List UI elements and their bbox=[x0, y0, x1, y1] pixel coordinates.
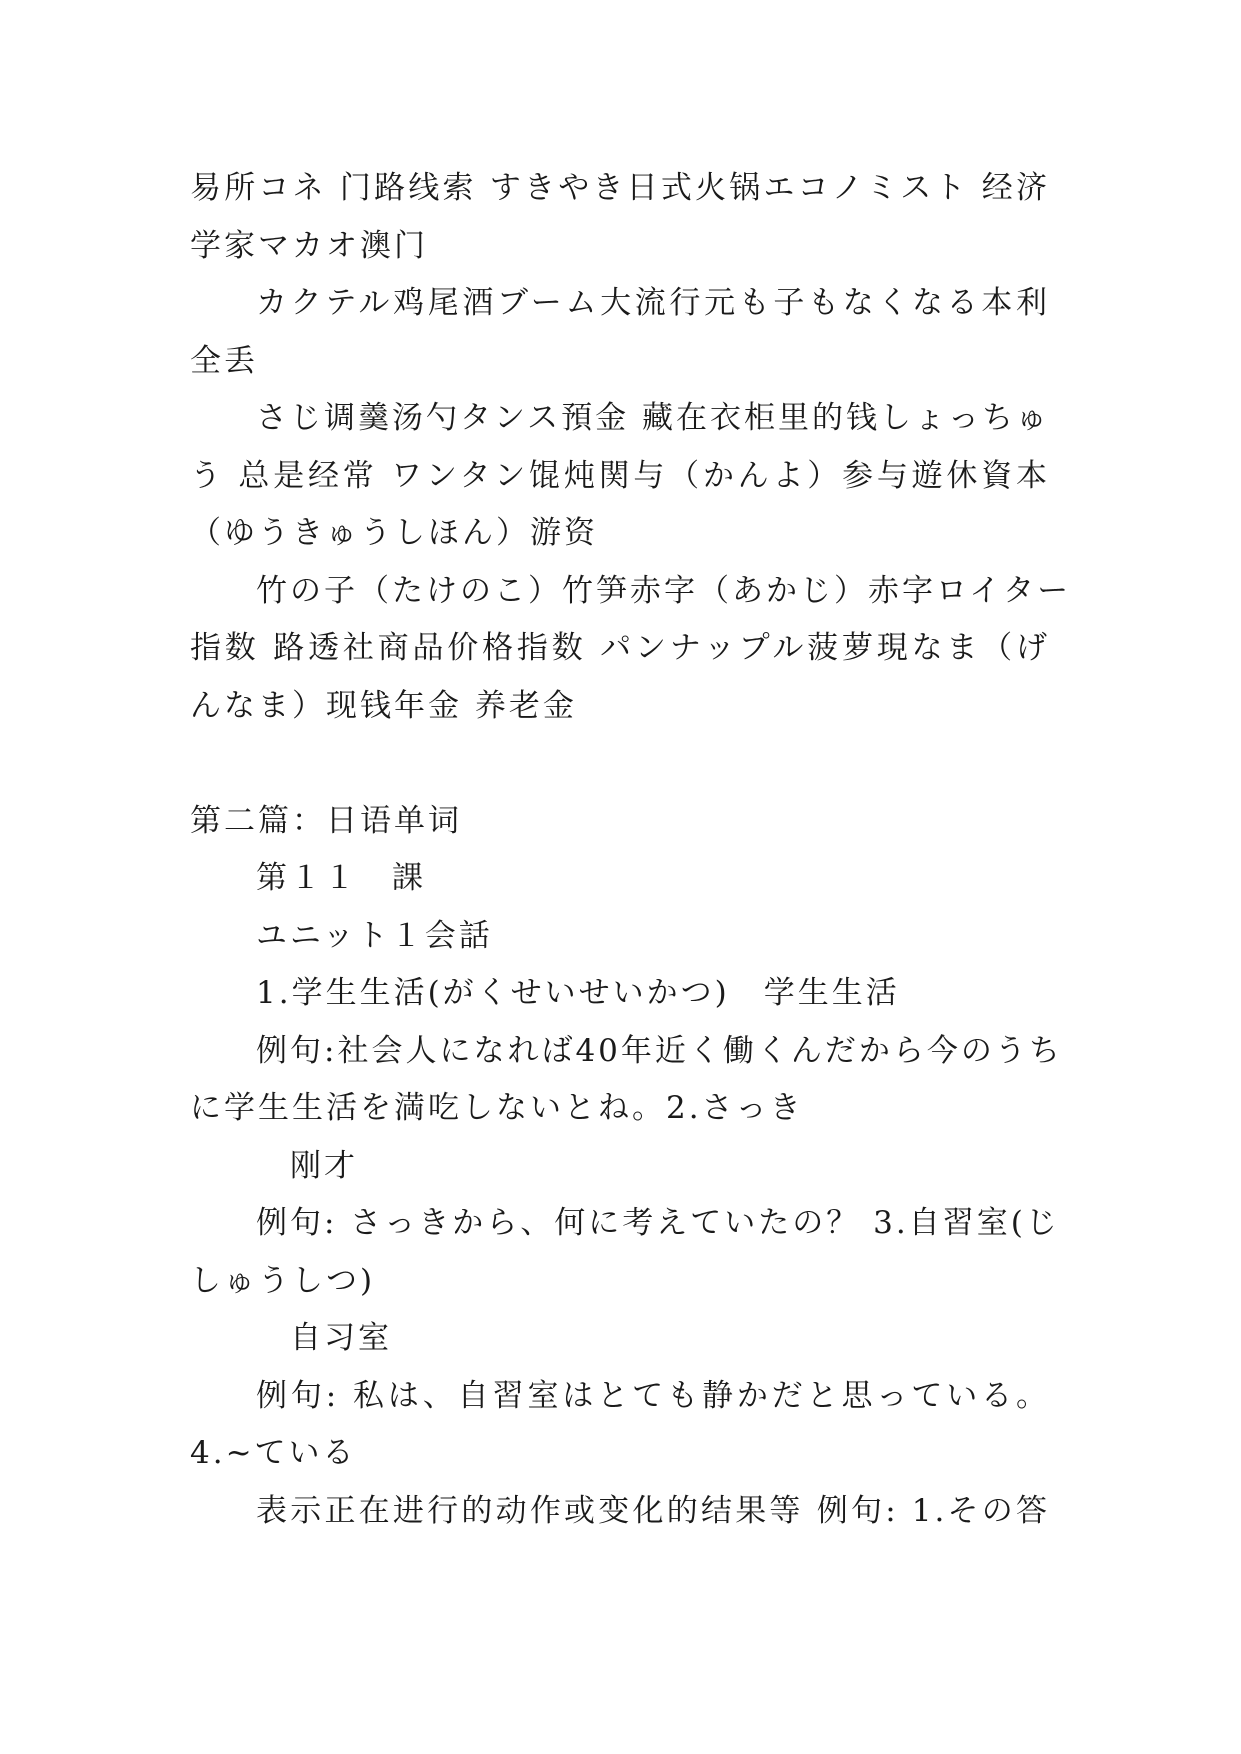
section-gap bbox=[190, 735, 1050, 793]
text-line: 学家マカオ澳门 bbox=[190, 227, 428, 264]
example-line: に学生生活を満吃しないとね。2.さっき bbox=[190, 1090, 804, 1126]
example-line: 例句: さっきから、何に考えていたの？ 3.自習室(じ bbox=[256, 1205, 1060, 1241]
vocab-meaning: 自习室 bbox=[290, 1320, 392, 1356]
text-line: 指数 路透社商品价格指数 パンナップル菠萝現なま（げ bbox=[190, 630, 1050, 666]
text-line: 竹の子（たけのこ）竹笋赤字（あかじ）赤字ロイター bbox=[256, 572, 1072, 609]
example-line: 例句: 私は、自習室はとても静かだと思っている。 bbox=[256, 1377, 1050, 1414]
document-page bbox=[190, 160, 1072, 1540]
text-line: （ゆうきゅうしほん）游资 bbox=[190, 515, 598, 551]
text-line: う 总是经常 ワンタン馄炖関与（かんよ）参与遊休資本 bbox=[190, 457, 1050, 494]
vocab-entry: 4.~ている bbox=[190, 1435, 357, 1471]
text-line: さじ调羹汤勺タンス預金 藏在衣柜里的钱しょっちゅ bbox=[256, 400, 1050, 436]
vocab-entry: 1.学生生活(がくせいせいかつ) 学生生活 bbox=[256, 975, 900, 1011]
text-line: 全丢 bbox=[190, 342, 258, 379]
example-line: 例句:社会人になれば40年近く働くんだから今のうち bbox=[256, 1032, 1063, 1069]
vocab-meaning: 刚才 bbox=[290, 1147, 358, 1184]
unit-title: ユニット１会話 bbox=[256, 917, 493, 954]
text-line: んなま）现钱年金 养老金 bbox=[190, 687, 577, 724]
example-line: しゅうしつ) bbox=[190, 1262, 376, 1299]
section-heading: 第二篇：日语单词 bbox=[190, 802, 462, 839]
example-line: 表示正在进行的动作或变化的结果等 例句: 1.その答 bbox=[256, 1492, 1050, 1529]
text-line: カクテル鸡尾酒ブーム大流行元も子もなくなる本利 bbox=[256, 285, 1050, 321]
text-line: 易所コネ 门路线索 すきやき日式火锅エコノミスト 经济 bbox=[190, 170, 1050, 206]
lesson-title: 第１１ 課 bbox=[256, 860, 426, 896]
